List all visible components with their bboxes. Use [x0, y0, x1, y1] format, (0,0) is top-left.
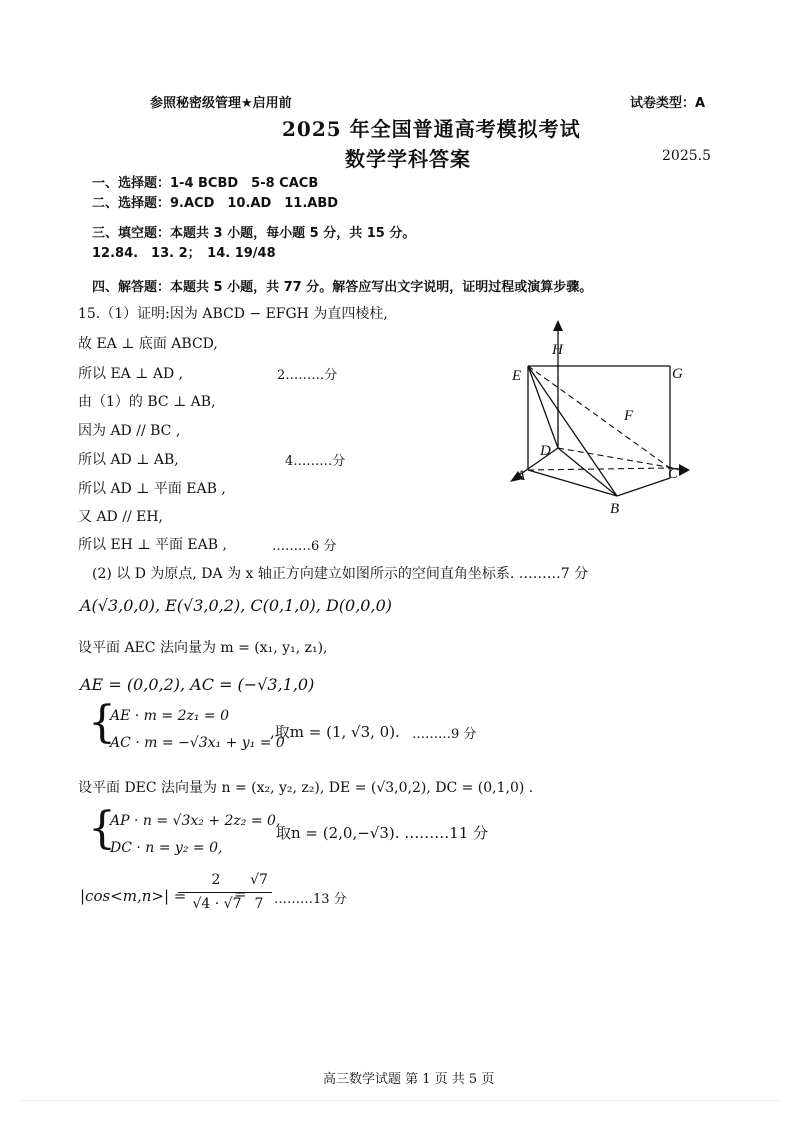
proof-line-6: 所以 AD ⊥ AB,: [78, 452, 179, 468]
coordinates-line: A(√3,0,0), E(√3,0,2), C(0,1,0), D(0,0,0): [80, 596, 392, 615]
label-A: A: [516, 468, 526, 484]
plane-aec-line: 设平面 AEC 法向量为 m = (x₁, y₁, z₁),: [78, 640, 328, 656]
plane-dec-line: 设平面 DEC 法向量为 n = (x₂, y₂, z₂), DE = (√3,0,2), DC = (0,1,0) .: [78, 780, 534, 796]
equals-sign: =: [234, 885, 247, 903]
fraction2-denominator: 7: [254, 896, 264, 912]
dashed-DC: [558, 448, 685, 470]
page-subtitle: 数学学科答案: [345, 147, 471, 171]
date-label: 2025.5: [662, 148, 711, 164]
edge-AB: [528, 470, 617, 496]
normal-m-result: ,取m = (1, √3, 0).: [270, 723, 400, 741]
vectors-ae-ac: AE = (0,0,2), AC = (−√3,1,0): [80, 675, 315, 694]
system1-eq2: AC · m = −√3x₁ + y₁ = 0: [110, 735, 285, 751]
proof-line-9: 所以 EH ⊥ 平面 EAB ,: [78, 537, 227, 553]
score-4: 4………分: [285, 454, 346, 469]
label-C: C: [668, 466, 679, 482]
proof-line-1: 15.（1）证明:因为 ABCD − EFGH 为直四棱柱,: [78, 306, 388, 322]
fraction1-denominator: √4 · √7: [192, 896, 242, 912]
score-9: ………9 分: [412, 727, 477, 742]
paper-type-label: 试卷类型：A: [630, 96, 706, 111]
proof-line-8: 又 AD // EH,: [78, 509, 163, 525]
fraction2-bar: [248, 892, 272, 893]
edge-EB: [528, 366, 617, 496]
label-B: B: [610, 501, 620, 517]
proof-line-2: 故 EA ⊥ 底面 ABCD,: [78, 336, 218, 352]
proof-line-3: 所以 EA ⊥ AD ,: [78, 366, 184, 382]
answer-line-2: 二、选择题：9.ACD 10.AD 11.ABD: [92, 196, 339, 211]
fraction1-numerator: 2: [211, 872, 221, 888]
label-H: H: [552, 342, 563, 358]
classification-label: 参照秘密级管理★启用前: [150, 96, 292, 111]
label-G: G: [672, 366, 683, 382]
page-title: 2025 年全国普通高考模拟考试: [282, 117, 581, 141]
system2-eq2: DC · n = y₂ = 0,: [110, 840, 223, 856]
left-brace-1: {: [88, 697, 116, 748]
cos-expression: |cos<m,n>| =: [80, 887, 187, 905]
answer-line-4: 12.84. 13. 2； 14. 19/48: [92, 246, 276, 261]
edge-ED: [528, 366, 558, 448]
label-D: D: [540, 443, 551, 459]
score-2: 2………分: [277, 368, 338, 383]
footer-divider: [18, 1100, 782, 1101]
z-arrow: [553, 320, 563, 331]
fraction2-numerator: √7: [250, 872, 268, 888]
score-13: ………13 分: [274, 892, 347, 907]
label-E: E: [512, 368, 522, 384]
label-F: F: [624, 408, 634, 424]
left-brace-2: {: [88, 803, 116, 854]
answer-line-5: 四、解答题：本题共 5 小题，共 77 分。解答应写出文字说明，证明过程或演算步骤。: [92, 280, 593, 295]
answer-line-1: 一、选择题：1-4 BCBD 5-8 CACB: [92, 176, 319, 191]
edge-BC: [617, 478, 670, 496]
proof-line-4: 由（1）的 BC ⊥ AB,: [78, 394, 216, 410]
proof-line-7: 所以 AD ⊥ 平面 EAB ,: [78, 481, 226, 497]
answer-line-3: 三、填空题：本题共 3 小题，每小题 5 分，共 15 分。: [92, 226, 416, 241]
page-footer: 高三数学试题 第 1 页 共 5 页: [323, 1072, 495, 1087]
system1-eq1: AE · m = 2z₁ = 0: [110, 708, 230, 724]
score-6: ………6 分: [272, 539, 337, 554]
edge-DB: [558, 448, 617, 496]
system2-eq1: AP · n = √3x₂ + 2z₂ = 0,: [110, 813, 281, 829]
part2-line-1: (2) 以 D 为原点, DA 为 x 轴正方向建立如图所示的空间直角坐标系. ………7 分: [92, 566, 589, 582]
prism-figure: [490, 318, 700, 518]
y-arrow: [679, 464, 690, 476]
normal-n-result: 取n = (2,0,−√3). ………11 分: [276, 824, 489, 842]
proof-line-5: 因为 AD // BC ,: [78, 423, 181, 439]
